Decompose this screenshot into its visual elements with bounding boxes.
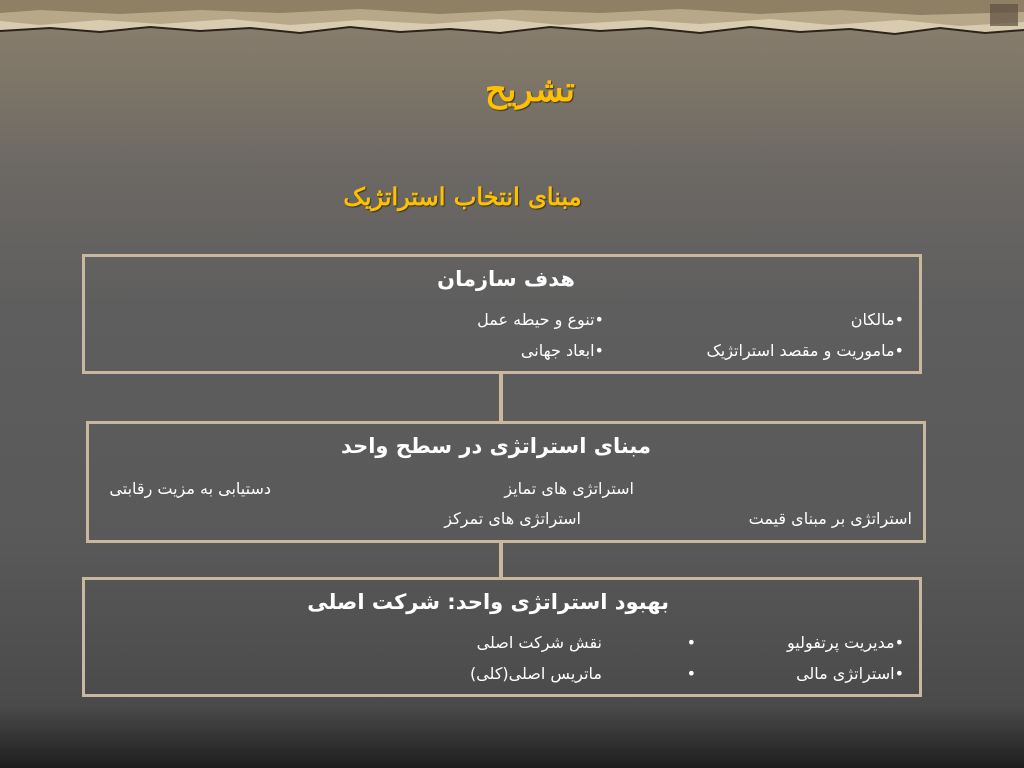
corporate-strategy-box [82,577,922,697]
unit-strategy-box [86,421,926,543]
torn-paper-header [0,0,1024,40]
unit-item-differentiation: استراتژی های تمایز [504,479,634,498]
corporate-bullet: • [686,664,696,683]
goal-item-global: •ابعاد جهانی [520,341,604,360]
organization-goal-box [82,254,922,374]
connector-line [499,543,503,577]
unit-heading: مبنای استراتژی در سطح واحد [340,434,651,458]
corporate-item-financial: •استراتژی مالی [796,664,904,683]
unit-item-competitive-advantage: دستیابی به مزیت رقابتی [109,479,271,498]
goal-heading: هدف سازمان [437,267,575,291]
corporate-bullet: • [686,633,696,652]
goal-item-mission: •ماموریت و مقصد استراتژیک [706,341,904,360]
slide-title: تشریح [485,70,575,110]
corporate-item-parent-role: نقش شرکت اصلی [476,633,602,652]
goal-item-owners: •مالکان [850,310,904,329]
goal-item-diversity: •تنوع و حیطه عمل [477,310,604,329]
unit-item-focus: استراتژی های تمرکز [444,509,581,528]
connector-line [499,374,503,421]
corporate-item-parent-matrix: ماتریس اصلی(کلی) [469,664,602,683]
slide-subtitle: مبنای انتخاب استراتژیک [343,182,582,211]
unit-item-cost: استراتژی بر مبنای قیمت [748,509,912,528]
corporate-item-portfolio: •مدیریت پرتفولیو [787,633,904,652]
corporate-heading: بهبود استراتژی واحد: شرکت اصلی [307,590,669,614]
